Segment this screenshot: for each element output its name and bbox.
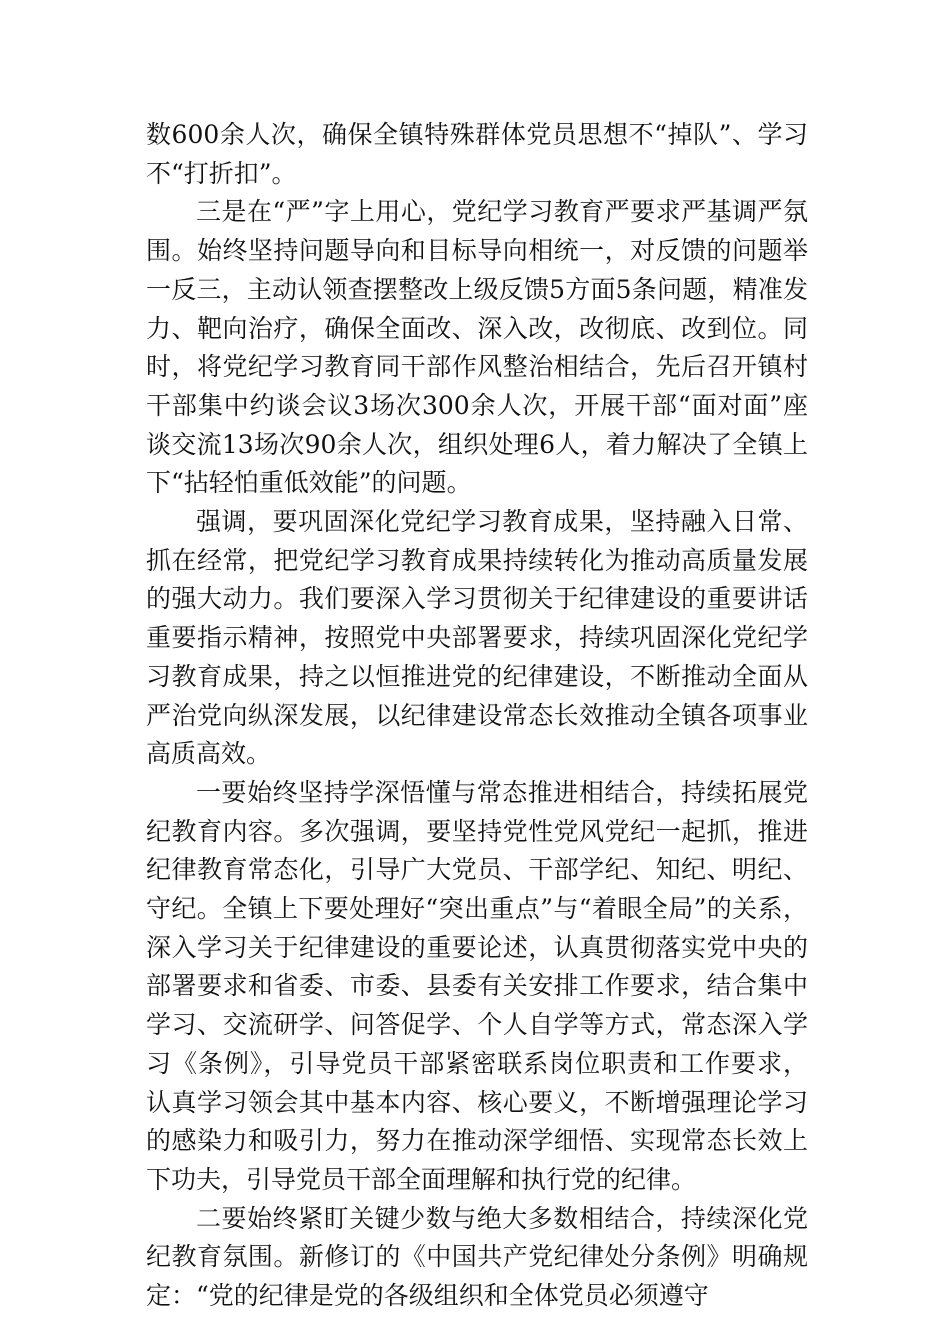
paragraph-1: 数600余人次，确保全镇特殊群体党员思想不“掉队”、学习不“打折扣”。	[146, 120, 808, 188]
paragraph-3: 强调，要巩固深化党纪学习教育成果，坚持融入日常、抓在经常，把党纪学习教育成果持续转化为推动高质量发展的强大动力。我们要深入学习贯彻关于纪律建设的重要讲话重要指示精神，按照党中央部署要求，持续巩固深化党纪学习教育成果，持之以恒推进党的纪律建设，不断推动全面从严治党向纵深发展，以纪律建设常态长效推动全镇各项事业高质高效。	[146, 507, 808, 769]
document-body	[146, 116, 808, 1316]
paragraph-5: 二要始终紧盯关键少数与绝大多数相结合，持续深化党纪教育氛围。新修订的《中国共产党纪律处分条例》明确规定：“党的纪律是党的各级组织和全体党员必须遵守	[146, 1203, 808, 1311]
paragraph-2: 三是在“严”字上用心，党纪学习教育严要求严基调严氛围。始终坚持问题导向和目标导向相统一，对反馈的问题举一反三，主动认领查摆整改上级反馈5方面5条问题，精准发力、靶向治疗，确保全面改、深入改，改彻底、改到位。同时，将党纪学习教育同干部作风整治相结合，先后召开镇村干部集中约谈会议3场次300余人次，开展干部“面对面”座谈交流13场次90余人次，组织处理6人，着力解决了全镇上下“拈轻怕重低效能”的问题。	[146, 197, 808, 498]
paragraph-4: 一要始终坚持学深悟懂与常态推进相结合，持续拓展党纪教育内容。多次强调，要坚持党性党风党纪一起抓，推进纪律教育常态化，引导广大党员、干部学纪、知纪、明纪、守纪。全镇上下要处理好“突出重点”与“着眼全局”的关系，深入学习关于纪律建设的重要论述，认真贯彻落实党中央的部署要求和省委、市委、县委有关安排工作要求，结合集中学习、交流研学、问答促学、个人自学等方式，常态深入学习《条例》，引导党员干部紧密联系岗位职责和工作要求，认真学习领会其中基本内容、核心要义，不断增强理论学习的感染力和吸引力，努力在推动深学细悟、实现常态长效上下功夫，引导党员干部全面理解和执行党的纪律。	[146, 777, 808, 1194]
